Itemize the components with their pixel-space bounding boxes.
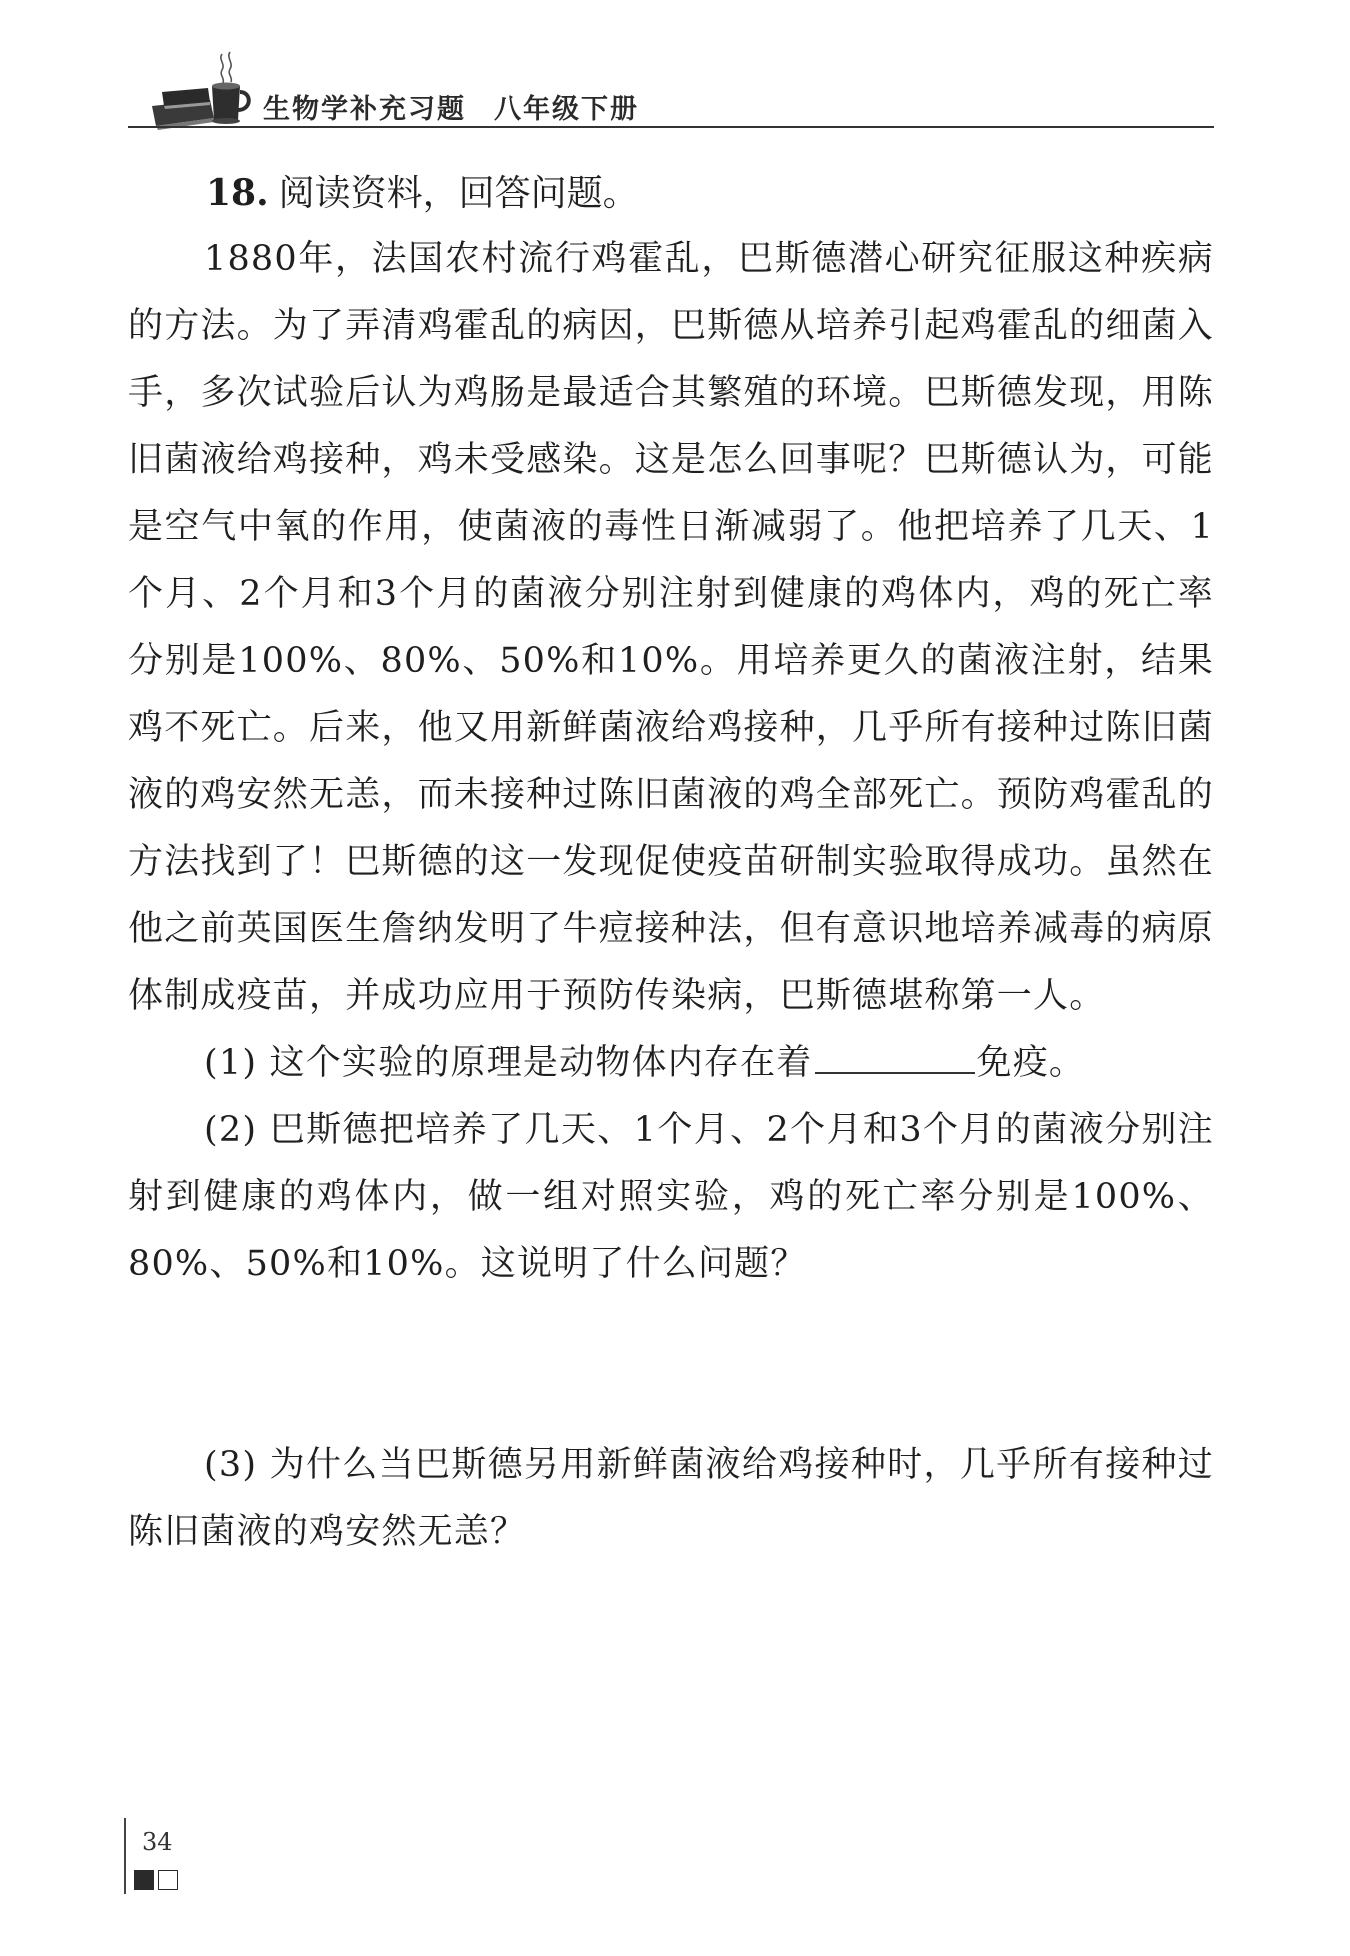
filled-square-icon (134, 1870, 154, 1890)
page-number: 34 (142, 1828, 173, 1856)
header-title (263, 87, 639, 126)
books-and-cup-icon (148, 48, 263, 130)
question-instruction: 阅读资料，回答问题。 (278, 173, 639, 214)
answer-space[interactable] (128, 1298, 1214, 1432)
question-number: 18. (206, 172, 269, 214)
page-footer (124, 1818, 204, 1898)
sub-question-1 (128, 1030, 1214, 1097)
footer-bar (124, 1818, 126, 1894)
sub-question-1-text: (1) 这个实验的原理是动物体内存在着 (204, 1043, 813, 1083)
sub-question-2: (2) 巴斯德把培养了几天、1个月、2个月和3个月的菌液分别注射到健康的鸡体内，做一组对照实验，鸡的死亡率分别是100%、80%、50%和10%。这说明了什么问题？ (128, 1110, 1214, 1284)
sub-question-1-suffix: 免疫。 (976, 1043, 1086, 1083)
reading-passage: 1880年，法国农村流行鸡霍乱，巴斯德潜心研究征服这种疾病的方法。为了弄清鸡霍乱的病因，巴斯德从培养引起鸡霍乱的细菌入手，多次试验后认为鸡肠是最适合其繁殖的环境。巴斯德发现，用陈旧菌液给鸡接种，鸡未受感染。这是怎么回事呢？巴斯德认为，可能是空气中氧的作用，使菌液的毒性日渐减弱了。他把培养了几天、1个月、2个月和3个月的菌液分别注射到健康的鸡体内，鸡的死亡率分别是100%、80%、50%和10%。用培养更久的菌液注射，结果鸡不死亡。后来，他又用新鲜菌液给鸡接种，几乎所有接种过陈旧菌液的鸡安然无恙，而未接种过陈旧菌液的鸡全部死亡。预防鸡霍乱的方法找到了！巴斯德的这一发现促使疫苗研制实验取得成功。虽然在他之前英国医生詹纳发明了牛痘接种法，但有意识地培养减毒的病原体制成疫苗，并成功应用于预防传染病，巴斯德堪称第一人。 (128, 239, 1215, 1016)
question-title (128, 160, 1214, 226)
book-title: 生物学补充习题 (263, 94, 466, 125)
page-header (128, 40, 1214, 128)
header-divider (128, 126, 1214, 128)
empty-square-icon (158, 1870, 178, 1890)
question-block (128, 160, 1214, 1566)
sub-question-3: (3) 为什么当巴斯德另用新鲜菌液给鸡接种时，几乎所有接种过陈旧菌液的鸡安然无恙？ (128, 1445, 1214, 1552)
answer-blank[interactable] (815, 1042, 975, 1074)
grade-label: 八年级下册 (494, 94, 639, 125)
